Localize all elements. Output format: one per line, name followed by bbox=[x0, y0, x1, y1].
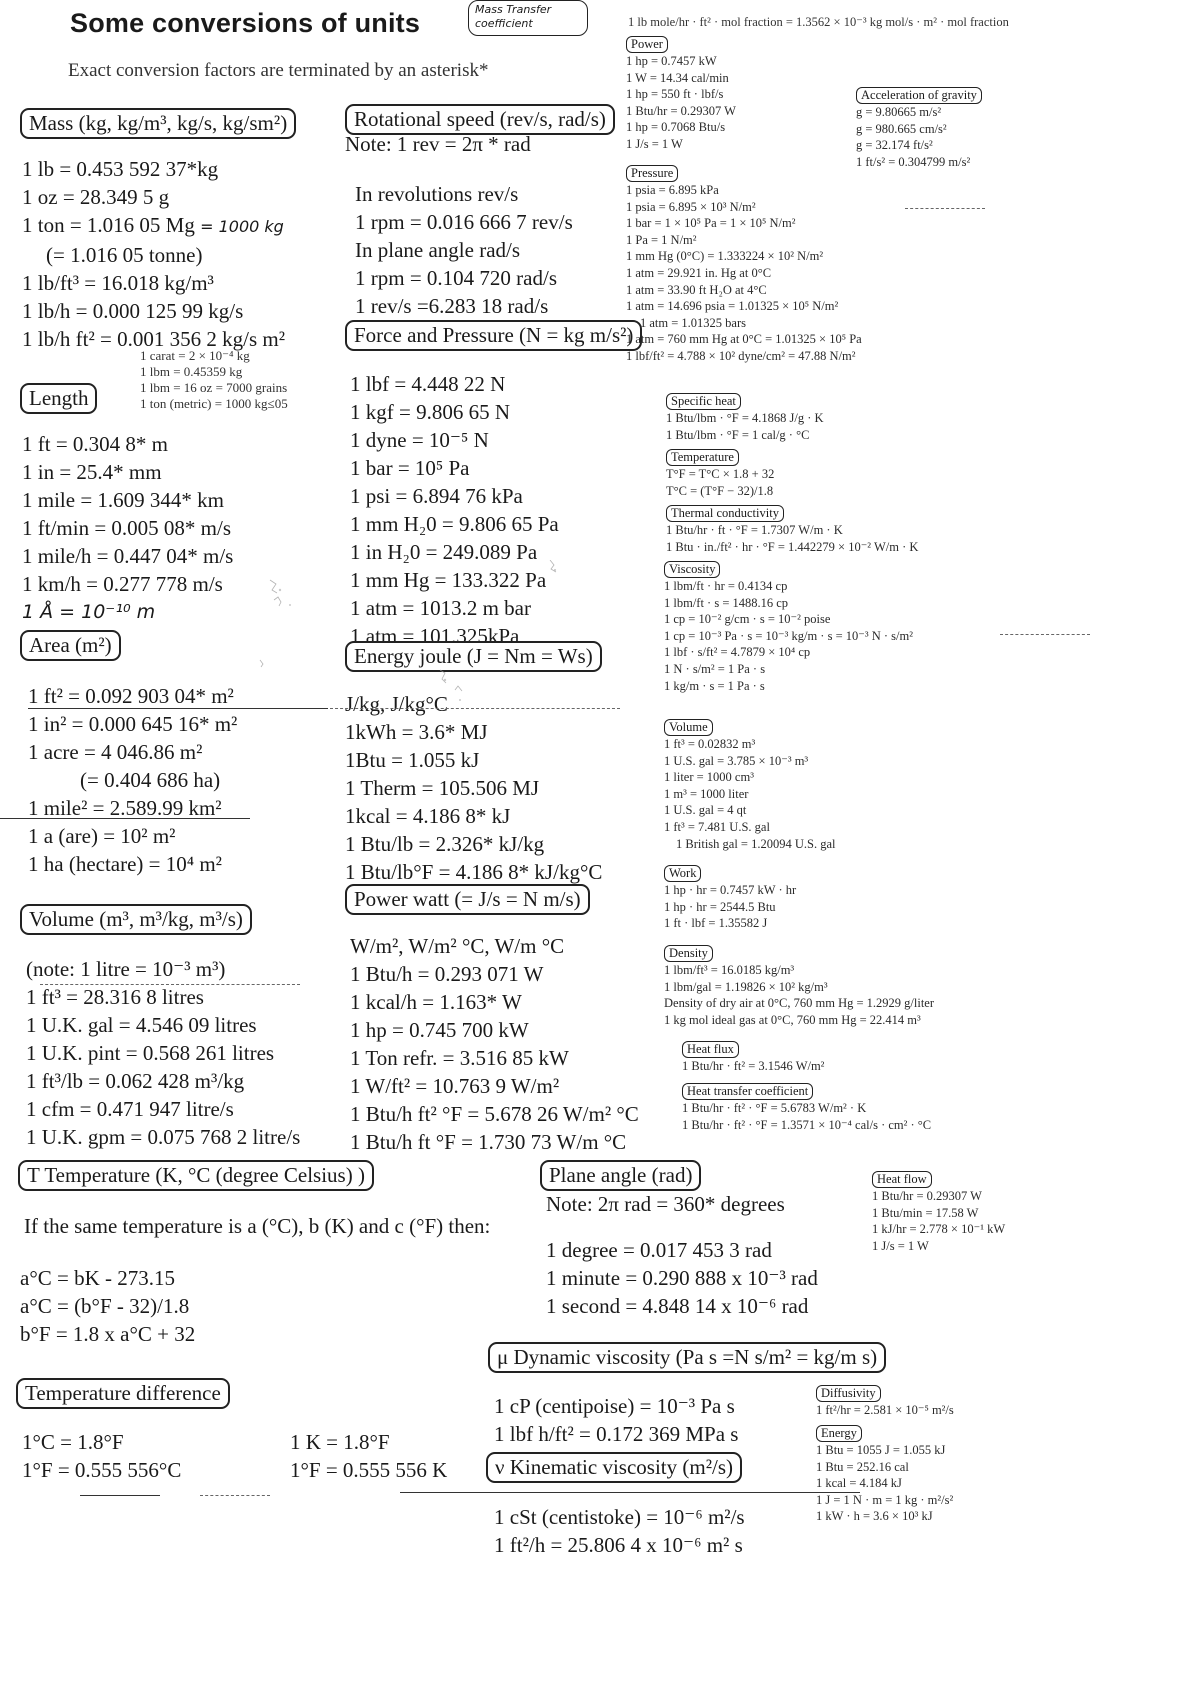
rc-heat-flux-header: Heat flux bbox=[682, 1041, 739, 1058]
rc-density-line: 1 kg mol ideal gas at 0°C, 760 mm Hg = 22.414 m³ bbox=[664, 1012, 921, 1027]
energy-header: Energy joule (J = Nm = Ws) bbox=[345, 641, 602, 672]
rc-pressure-line: 1 atm = 29.921 in. Hg at 0°C bbox=[626, 265, 772, 280]
kinematic-viscosity-line: 1 cSt (centistoke) = 10⁻⁶ m²/s bbox=[494, 1505, 745, 1529]
energy-line: 1 Btu/lb = 2.326* kJ/kg bbox=[345, 832, 545, 856]
kinematic-viscosity-line: 1 ft²/h = 25.806 4 x 10⁻⁶ m² s bbox=[494, 1533, 743, 1557]
power-line: 1 kcal/h = 1.163* W bbox=[350, 990, 522, 1014]
temp-diff-line: 1 K = 1.8°F bbox=[290, 1430, 390, 1454]
rc-heat-flow-block bbox=[872, 1170, 1005, 1254]
power-line: 1 Btu/h = 0.293 071 W bbox=[350, 962, 544, 986]
rc-heat-flow-line: 1 kJ/hr = 2.778 × 10⁻¹ kW bbox=[872, 1222, 1006, 1237]
rule-right-1 bbox=[905, 208, 985, 209]
rc-density-block bbox=[664, 944, 934, 1028]
rc-pressure-line: 1 psia = 6.895 kPa bbox=[626, 183, 719, 197]
energy-line: 1 Therm = 105.506 MJ bbox=[345, 776, 540, 800]
dynamic-viscosity-header: μ Dynamic viscosity (Pa s =N s/m² = kg/m s) bbox=[488, 1342, 886, 1373]
area-line: 1 acre = 4 046.86 m² bbox=[28, 740, 203, 764]
rc-density-line: 1 lbm/gal = 1.19826 × 10² kg/m³ bbox=[664, 979, 828, 994]
volume-line: 1 ft³ = 28.316 8 litres bbox=[26, 985, 204, 1009]
energy-line: 1kcal = 4.186 8* kJ bbox=[345, 804, 511, 828]
mass-line: 1 lb/ft³ = 16.018 kg/m³ bbox=[22, 271, 214, 295]
force-line: 1 lbf = 4.448 22 N bbox=[350, 372, 506, 396]
mass-header: Mass (kg, kg/m³, kg/s, kg/sm²) bbox=[20, 108, 296, 139]
volume-line: 1 ft³/lb = 0.062 428 m³/kg bbox=[26, 1069, 245, 1093]
rc-density-line: Density of dry air at 0°C, 760 mm Hg = 1.2929 g/liter bbox=[664, 996, 935, 1011]
dynamic-viscosity-line: 1 cP (centipoise) = 10⁻³ Pa s bbox=[494, 1394, 735, 1418]
area-line: 1 ft² = 0.092 903 04* m² bbox=[28, 684, 234, 708]
rc-heat-flow-header: Heat flow bbox=[872, 1171, 932, 1188]
dynamic-viscosity-lines bbox=[494, 1392, 738, 1448]
rc-work-block bbox=[664, 864, 796, 932]
mass-line: (= 1.016 05 tonne) bbox=[46, 243, 203, 267]
rc-temperature-header: Temperature bbox=[666, 449, 739, 466]
rc-viscosity-line: 1 cp = 10⁻³ Pa · s = 10⁻³ kg/m · s = 10⁻³ N · s/m² bbox=[664, 628, 913, 643]
rc-pressure-line: 1 atm = 760 mm Hg at 0°C = 1.01325 × 10⁵ Pa bbox=[626, 332, 862, 347]
volume-header: Volume (m³, m³/kg, m³/s) bbox=[20, 904, 252, 935]
rc-gravity-line: 1 ft/s² = 0.304799 m/s² bbox=[856, 154, 971, 169]
rc-thermal-conductivity-line: 1 Btu/hr · ft · °F = 1.7307 W/m · K bbox=[666, 523, 843, 537]
rc-power-line: 1 W = 14.34 cal/min bbox=[626, 70, 729, 85]
rc-pressure-line: 1 lbf/ft² = 4.788 × 10² dyne/cm² = 47.88 N/m² bbox=[626, 348, 856, 363]
rc-power-line: 1 hp = 550 ft · lbf/s bbox=[626, 87, 724, 102]
rc-pressure-line: 1 atm = 14.696 psia = 1.01325 × 10⁵ N/m² bbox=[626, 299, 839, 314]
rotational-header: Rotational speed (rev/s, rad/s) bbox=[345, 104, 615, 135]
rule-bottom-2 bbox=[80, 1495, 160, 1496]
rc-volume-line: 1 m³ = 1000 liter bbox=[664, 786, 749, 801]
force-line: 1 mm H₂0 = 9.806 65 Pa bbox=[350, 512, 559, 536]
area-line: (= 0.404 686 ha) bbox=[80, 768, 221, 792]
rc-energy-line: 1 Btu = 1055 J = 1.055 kJ bbox=[816, 1443, 946, 1457]
mass-ton-note: = 1000 kg bbox=[200, 217, 284, 236]
area-lines bbox=[28, 682, 237, 878]
rc-energy-line: 1 kcal = 4.184 kJ bbox=[816, 1476, 902, 1491]
rc-viscosity-header: Viscosity bbox=[664, 561, 720, 578]
rc-pressure-line: 1 atm = 33.90 ft H₂O at 4°C bbox=[626, 282, 767, 297]
length-line: 1 in = 25.4* mm bbox=[22, 460, 162, 484]
energy-line: 1 Btu/lb°F = 4.186 8* kJ/kg°C bbox=[345, 860, 603, 884]
rule-right-2 bbox=[1000, 634, 1090, 635]
mass-line: 1 ton = 1.016 05 Mg = 1000 kg bbox=[22, 213, 284, 237]
power-line: 1 Ton refr. = 3.516 85 kW bbox=[350, 1046, 569, 1070]
rc-pressure-line: 1 Pa = 1 N/m² bbox=[626, 232, 697, 247]
area-line: 1 ha (hectare) = 10⁴ m² bbox=[28, 852, 222, 876]
force-line: 1 kgf = 9.806 65 N bbox=[350, 400, 511, 424]
rc-viscosity-line: 1 lbf · s/ft² = 4.7879 × 10⁴ cp bbox=[664, 645, 811, 660]
temp-difference-header: Temperature difference bbox=[16, 1378, 230, 1409]
rc-volume-line: 1 ft³ = 0.02832 m³ bbox=[664, 737, 756, 751]
kinematic-viscosity-lines bbox=[494, 1503, 745, 1559]
power-line: W/m², W/m² °C, W/m °C bbox=[350, 934, 565, 958]
handwritten-note-line1: Mass Transfer bbox=[475, 3, 552, 16]
power-line: 1 Btu/h ft °F = 1.730 73 W/m °C bbox=[350, 1130, 627, 1154]
temp-diff-right bbox=[290, 1428, 447, 1484]
mass-small-line: 1 carat = 2 × 10⁻⁴ kg bbox=[140, 348, 250, 363]
rc-work-line: 1 ft · lbf = 1.35582 J bbox=[664, 916, 768, 931]
rotational-lines bbox=[355, 180, 573, 320]
energy-line: J/kg, J/kg°C bbox=[345, 692, 448, 716]
rc-pressure-header: Pressure bbox=[626, 165, 678, 182]
force-line: 1 atm = 1013.2 m bar bbox=[350, 596, 531, 620]
length-line-handwritten: 1 Å = 10⁻¹⁰ m bbox=[22, 601, 156, 623]
force-line: 1 psi = 6.894 76 kPa bbox=[350, 484, 523, 508]
temperature-lines bbox=[20, 1264, 195, 1348]
mass-line: 1 lb = 0.453 592 37*kg bbox=[22, 157, 219, 181]
rc-diffusivity-line: 1 ft²/hr = 2.581 × 10⁻⁵ m²/s bbox=[816, 1403, 954, 1417]
mass-small-line: 1 ton (metric) = 1000 kg≤05 bbox=[140, 396, 288, 411]
temp-diff-left bbox=[22, 1428, 181, 1484]
rc-temperature-line: T°C = (T°F − 32)/1.8 bbox=[666, 483, 774, 498]
rule-area-2 bbox=[0, 818, 250, 819]
mass-small-line: 1 lbm = 0.45359 kg bbox=[140, 364, 243, 379]
rc-energy-block bbox=[816, 1424, 953, 1525]
rotational-line: In plane angle rad/s bbox=[355, 238, 521, 262]
volume-line: 1 cfm = 0.471 947 litre/s bbox=[26, 1097, 234, 1121]
rotational-note: Note: 1 rev = 2π * rad bbox=[345, 132, 531, 156]
rc-heat-transfer-header: Heat transfer coefficient bbox=[682, 1083, 813, 1100]
rc-thermal-conductivity-block bbox=[666, 504, 918, 555]
rc-heat-flow-line: 1 Btu/hr = 0.29307 W bbox=[872, 1189, 982, 1203]
volume-line: (note: 1 litre = 10⁻³ m³) bbox=[26, 957, 226, 981]
rc-specific-heat-block bbox=[666, 392, 824, 443]
rc-viscosity-line: 1 lbm/ft · hr = 0.4134 cp bbox=[664, 579, 788, 593]
rc-work-line: 1 hp · hr = 0.7457 kW · hr bbox=[664, 883, 797, 897]
rc-pressure-block bbox=[626, 164, 862, 365]
rc-gravity-block bbox=[856, 86, 982, 170]
force-line: 1 atm = 101.325kPa bbox=[350, 624, 520, 648]
length-line: 1 km/h = 0.277 778 m/s bbox=[22, 572, 223, 596]
rc-specific-heat-line: 1 Btu/lbm · °F = 4.1868 J/g · K bbox=[666, 411, 824, 425]
rc-gravity-line: g = 9.80665 m/s² bbox=[856, 105, 942, 119]
rc-density-line: 1 lbm/ft³ = 16.0185 kg/m³ bbox=[664, 963, 795, 977]
rc-power-line: 1 hp = 0.7457 kW bbox=[626, 54, 717, 68]
temperature-header: T Temperature (K, °C (degree Celsius) ) bbox=[18, 1160, 374, 1191]
rc-temperature-line: T°F = T°C × 1.8 + 32 bbox=[666, 467, 775, 481]
mass-lines bbox=[22, 155, 285, 353]
area-line: 1 in² = 0.000 645 16* m² bbox=[28, 712, 238, 736]
rc-pressure-line: 1 atm = 1.01325 bars bbox=[640, 315, 746, 330]
rc-volume-line: 1 British gal = 1.20094 U.S. gal bbox=[676, 836, 836, 851]
rc-gravity-line: g = 32.174 ft/s² bbox=[856, 138, 933, 153]
mass-section bbox=[20, 108, 296, 139]
mass-line: 1 lb/h = 0.000 125 99 kg/s bbox=[22, 299, 244, 323]
area-line: 1 mile² = 2.589.99 km² bbox=[28, 796, 222, 820]
area-header: Area (m²) bbox=[20, 630, 121, 661]
force-line: 1 dyne = 10⁻⁵ N bbox=[350, 428, 489, 452]
rc-temperature-block bbox=[666, 448, 774, 499]
force-line: 1 bar = 10⁵ Pa bbox=[350, 456, 470, 480]
rc-power-line: 1 Btu/hr = 0.29307 W bbox=[626, 103, 736, 118]
rc-heat-transfer-block bbox=[682, 1082, 931, 1133]
rotational-line: 1 rev/s =6.283 18 rad/s bbox=[355, 294, 549, 318]
rotational-line: 1 rpm = 0.104 720 rad/s bbox=[355, 266, 557, 290]
rc-thermal-conductivity-header: Thermal conductivity bbox=[666, 505, 784, 522]
rc-power-block bbox=[626, 35, 736, 153]
rc-heat-transfer-line: 1 Btu/hr · ft² · °F = 5.6783 W/m² · K bbox=[682, 1101, 867, 1115]
rc-pressure-line: 1 mm Hg (0°C) = 1.333224 × 10² N/m² bbox=[626, 249, 824, 264]
rule-bottom-1 bbox=[400, 1492, 860, 1493]
rc-heat-transfer-line: 1 Btu/hr · ft² · °F = 1.3571 × 10⁻⁴ cal/s · cm² · °C bbox=[682, 1117, 932, 1132]
plane-angle-lines bbox=[546, 1236, 818, 1320]
rc-gravity-line: g = 980.665 cm/s² bbox=[856, 121, 947, 136]
intro-note: Exact conversion factors are terminated by an asterisk* bbox=[68, 60, 489, 81]
rc-volume-line: 1 ft³ = 7.481 U.S. gal bbox=[664, 819, 770, 834]
volume-line: 1 U.K. pint = 0.568 261 litres bbox=[26, 1041, 275, 1065]
scribble-marks bbox=[250, 560, 610, 740]
rc-energy-header: Energy bbox=[816, 1425, 862, 1442]
kinematic-viscosity-header: ν Kinematic viscosity (m²/s) bbox=[486, 1452, 742, 1483]
mass-line: 1 lb/h ft² = 0.001 356 2 kg/s m² bbox=[22, 327, 286, 351]
rc-work-header: Work bbox=[664, 865, 701, 882]
rc-pressure-line: 1 bar = 1 × 10⁵ Pa = 1 × 10⁵ N/m² bbox=[626, 216, 796, 231]
rc-diffusivity-block bbox=[816, 1384, 954, 1419]
length-header: Length bbox=[20, 383, 97, 414]
rc-power-line: 1 hp = 0.7068 Btu/s bbox=[626, 120, 726, 135]
rc-volume-block bbox=[664, 718, 835, 852]
rc-volume-line: 1 U.S. gal = 3.785 × 10⁻³ m³ bbox=[664, 753, 809, 768]
rotational-line: In revolutions rev/s bbox=[355, 182, 519, 206]
rc-power-line: 1 J/s = 1 W bbox=[626, 136, 683, 151]
power-line: 1 W/ft² = 10.763 9 W/m² bbox=[350, 1074, 560, 1098]
rule-volume-1 bbox=[40, 984, 300, 985]
plane-angle-line: 1 second = 4.848 14 x 10⁻⁶ rad bbox=[546, 1294, 809, 1318]
power-line: 1 hp = 0.745 700 kW bbox=[350, 1018, 529, 1042]
rotational-line: 1 rpm = 0.016 666 7 rev/s bbox=[355, 210, 573, 234]
length-line: 1 mile = 1.609 344* km bbox=[22, 488, 225, 512]
power-lines bbox=[350, 932, 639, 1156]
rc-volume-line: 1 U.S. gal = 4 qt bbox=[664, 803, 747, 818]
handwritten-note-box bbox=[468, 0, 588, 36]
force-pressure-header: Force and Pressure (N = kg m/s²) bbox=[345, 320, 642, 351]
rc-gravity-header: Acceleration of gravity bbox=[856, 87, 982, 104]
temp-diff-line: 1°C = 1.8°F bbox=[22, 1430, 124, 1454]
rc-viscosity-line: 1 N · s/m² = 1 Pa · s bbox=[664, 661, 766, 676]
rule-bottom-3 bbox=[200, 1495, 270, 1496]
rc-viscosity-block bbox=[664, 560, 913, 694]
rc-volume-header: Volume bbox=[664, 719, 713, 736]
rc-diffusivity-header: Diffusivity bbox=[816, 1385, 881, 1402]
rc-viscosity-line: 1 cp = 10⁻² g/cm · s = 10⁻² poise bbox=[664, 612, 831, 627]
temperature-line: a°C = (b°F - 32)/1.8 bbox=[20, 1294, 190, 1318]
rc-specific-heat-header: Specific heat bbox=[666, 393, 741, 410]
temperature-line: b°F = 1.8 x a°C + 32 bbox=[20, 1322, 196, 1346]
handwritten-note-line2: coefficient bbox=[475, 17, 533, 30]
area-line: 1 a (are) = 10² m² bbox=[28, 824, 176, 848]
rc-volume-line: 1 liter = 1000 cm³ bbox=[664, 770, 754, 785]
page-title: Some conversions of units bbox=[70, 8, 421, 38]
rc-power-header: Power bbox=[626, 36, 668, 53]
dynamic-viscosity-line: 1 lbf h/ft² = 0.172 369 MPa s bbox=[494, 1422, 739, 1446]
rc-work-line: 1 hp · hr = 2544.5 Btu bbox=[664, 899, 776, 914]
mass-small-notes bbox=[140, 348, 288, 412]
plane-angle-note: Note: 2π rad = 360* degrees bbox=[546, 1192, 785, 1216]
rc-heat-flux-line: 1 Btu/hr · ft² = 3.1546 W/m² bbox=[682, 1059, 825, 1073]
rc-pressure-line: 1 psia = 6.895 × 10³ N/m² bbox=[626, 199, 756, 214]
mass-transfer-coefficient-line: 1 lb mole/hr · ft² · mol fraction = 1.3562 × 10⁻³ kg mol/s · m² · mol fraction bbox=[628, 15, 1009, 29]
length-line: 1 ft = 0.304 8* m bbox=[22, 432, 169, 456]
rc-energy-line: 1 J = 1 N · m = 1 kg · m²/s² bbox=[816, 1492, 954, 1507]
rc-energy-line: 1 kW · h = 3.6 × 10³ kJ bbox=[816, 1509, 933, 1524]
rc-thermal-conductivity-line: 1 Btu · in./ft² · hr · °F = 1.442279 × 10⁻² W/m · K bbox=[666, 539, 919, 554]
length-line: 1 mile/h = 0.447 04* m/s bbox=[22, 544, 234, 568]
plane-angle-header: Plane angle (rad) bbox=[540, 1160, 701, 1191]
volume-line: 1 U.K. gpm = 0.075 768 2 litre/s bbox=[26, 1125, 301, 1149]
temp-diff-line: 1°F = 0.555 556 K bbox=[290, 1458, 448, 1482]
volume-line: 1 U.K. gal = 4.546 09 litres bbox=[26, 1013, 257, 1037]
length-lines bbox=[22, 430, 233, 626]
rc-density-header: Density bbox=[664, 945, 713, 962]
energy-line: 1Btu = 1.055 kJ bbox=[345, 748, 480, 772]
force-line: 1 mm Hg = 133.322 Pa bbox=[350, 568, 547, 592]
plane-angle-line: 1 minute = 0.290 888 x 10⁻³ rad bbox=[546, 1266, 818, 1290]
rc-energy-line: 1 Btu = 252.16 cal bbox=[816, 1459, 909, 1474]
temperature-line: a°C = bK - 273.15 bbox=[20, 1266, 175, 1290]
power-line: 1 Btu/h ft² °F = 5.678 26 W/m² °C bbox=[350, 1102, 639, 1126]
force-line: 1 in H₂0 = 249.089 Pa bbox=[350, 540, 538, 564]
mass-line: 1 oz = 28.349 5 g bbox=[22, 185, 170, 209]
rc-heat-flux-block bbox=[682, 1040, 824, 1075]
rc-specific-heat-line: 1 Btu/lbm · °F = 1 cal/g · °C bbox=[666, 427, 810, 442]
length-line: 1 ft/min = 0.005 08* m/s bbox=[22, 516, 232, 540]
rc-viscosity-line: 1 lbm/ft · s = 1488.16 cp bbox=[664, 595, 789, 610]
temperature-intro: If the same temperature is a (°C), b (K) and c (°F) then: bbox=[24, 1214, 491, 1238]
energy-line: 1kWh = 3.6* MJ bbox=[345, 720, 488, 744]
rc-heat-flow-line: 1 J/s = 1 W bbox=[872, 1238, 929, 1253]
rc-heat-flow-line: 1 Btu/min = 17.58 W bbox=[872, 1205, 979, 1220]
mass-small-line: 1 lbm = 16 oz = 7000 grains bbox=[140, 380, 288, 395]
rc-viscosity-line: 1 kg/m · s = 1 Pa · s bbox=[664, 678, 765, 693]
temp-diff-line: 1°F = 0.555 556°C bbox=[22, 1458, 182, 1482]
plane-angle-line: 1 degree = 0.017 453 3 rad bbox=[546, 1238, 772, 1262]
power-header: Power watt (= J/s = N m/s) bbox=[345, 884, 590, 915]
